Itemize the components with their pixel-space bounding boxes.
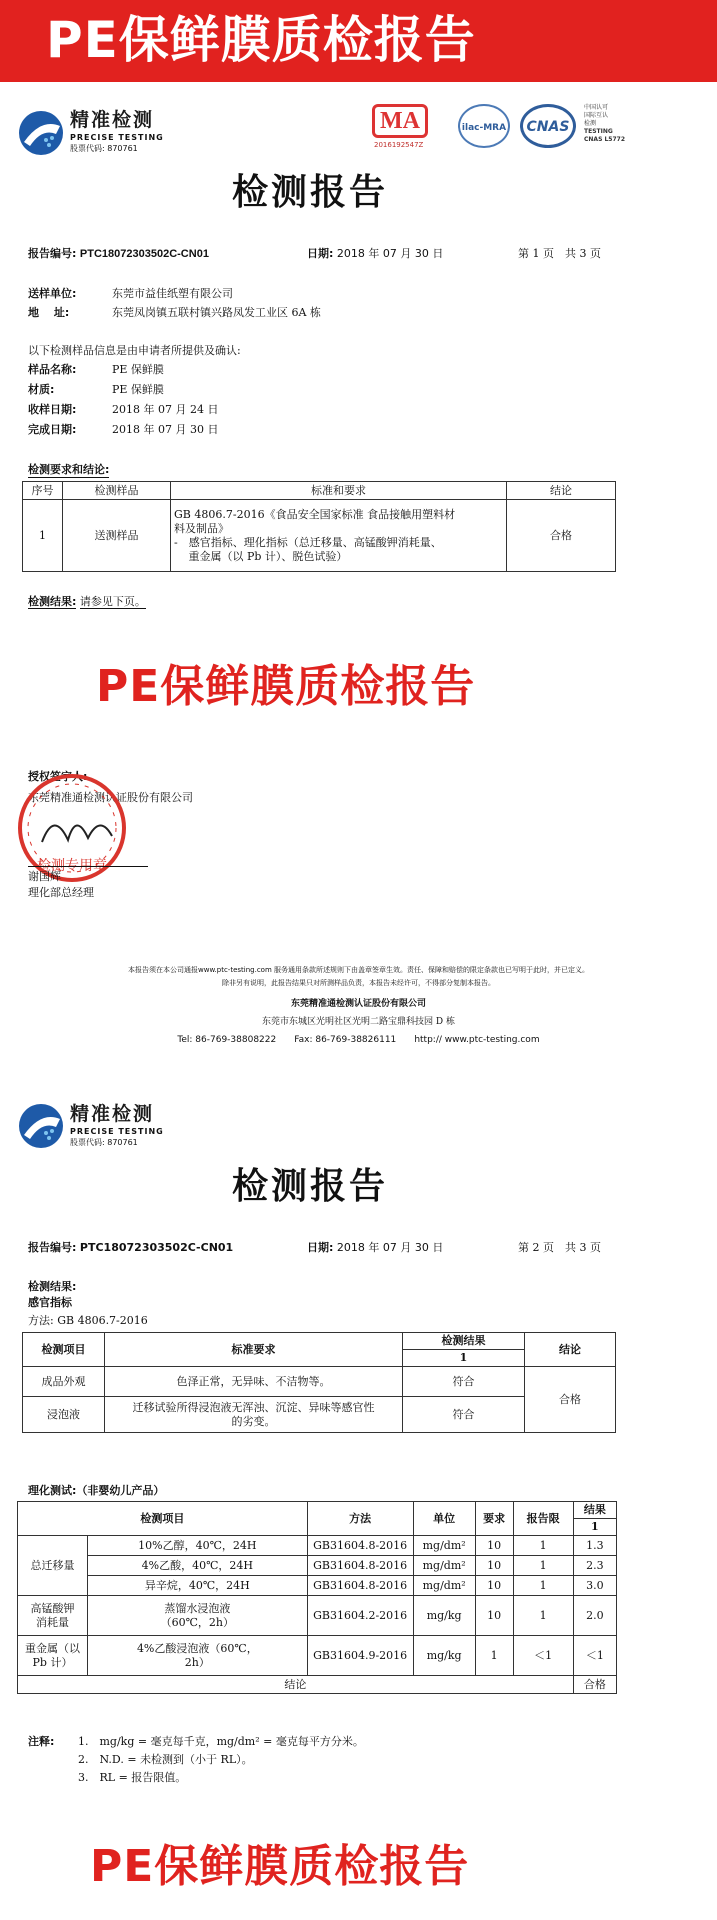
row-sample: 送测样品 bbox=[63, 500, 171, 572]
requirements-table bbox=[22, 481, 616, 572]
req-title: 检测要求和结论: bbox=[28, 463, 110, 476]
th-item: 检测项目 bbox=[18, 1502, 308, 1536]
ptc-logo-icon bbox=[16, 108, 66, 158]
received-label: 收样日期: bbox=[28, 403, 77, 416]
chem-table: 检测项目 方法 单位 要求 报告限 结果 1 总迁移量 10%乙醇，40℃，24H GB31604.8-2016 mg/dm² 10 1 1.3 4%乙酸，40℃，24H GB31604.8-2016 mg/dm² 10 1 2.3 异辛烷，40℃，24H GB31604.8-2016 mg/dm² 10 1 3.0 高锰酸钾 消耗量 蒸馏水浸泡液 （60℃，2h） GB31604.2-2016 mg/kg 10 1 2.0 重金属（以 Pb 计） 4%乙酸浸泡液（60℃， 2h） GB31604.9-2016 mg/kg 1 ＜1 ＜1 结论 合格 bbox=[17, 1501, 617, 1694]
sample-name-label: 样品名称: bbox=[28, 363, 77, 376]
table-row: 重金属（以 Pb 计） 4%乙酸浸泡液（60℃， 2h） GB31604.9-2016 mg/kg 1 ＜1 ＜1 bbox=[18, 1636, 617, 1676]
method-text: 方法: GB 4806.7-2016 bbox=[28, 1314, 148, 1327]
footer-line1: 本报告须在本公司通报www.ptc-testing.com 服务通用条款所述规则下由盖章签章生效。责任、保障和赔偿的限定条款也已写明于此时，并已定义。 bbox=[128, 966, 589, 974]
signer-name: 谢国辉 bbox=[28, 870, 61, 883]
table-row: 结论 合格 bbox=[18, 1676, 617, 1694]
th-conclusion: 结论 bbox=[525, 1333, 616, 1367]
table-row: 成品外观 色泽正常，无异味、不洁物等。 符合 合格 bbox=[23, 1367, 616, 1397]
svg-text:检测专用章: 检测专用章 bbox=[37, 858, 107, 874]
th-result: 检测结果 bbox=[403, 1333, 525, 1350]
th-req: 标准要求 bbox=[105, 1333, 403, 1367]
note-1: 1. mg/kg = 毫克每千克，mg/dm² = 毫克每平方分米。 bbox=[78, 1735, 364, 1748]
page2-title: 检测报告 bbox=[232, 1166, 389, 1207]
date-row: 日期: 2018 年 07 月 30 日 bbox=[307, 1241, 444, 1254]
intro-text: 以下检测样品信息是由申请者所提供及确认: bbox=[28, 344, 241, 357]
logo-en: PRECISE TESTING bbox=[70, 133, 164, 142]
table-row: 高锰酸钾 消耗量 蒸馏水浸泡液 （60℃，2h） GB31604.2-2016 mg/kg 10 1 2.0 bbox=[18, 1596, 617, 1636]
signature-line bbox=[28, 866, 148, 867]
footer-line2: 除非另有说明，此报告结果只对所测样品负责，本报告未经许可，不得部分复制本报告。 bbox=[222, 979, 495, 987]
cma-code: 201619254​7Z bbox=[374, 141, 424, 149]
material-label: 材质: bbox=[28, 383, 55, 396]
sender-value: 东莞市益佳纸塑有限公司 bbox=[112, 287, 233, 300]
page1-title: 检测报告 bbox=[232, 172, 389, 213]
cnas-text: 中国认可 国际互认 检测 TESTING CNAS L5772 bbox=[584, 104, 626, 143]
th-limit: 报告限 bbox=[513, 1502, 573, 1536]
logo-code: 股票代码: 870761 bbox=[70, 144, 138, 153]
footer-address: 东莞市东城区光明社区光明二路宝鼎科技园 D 栋 bbox=[262, 1017, 455, 1027]
completed-value: 2018 年 07 月 30 日 bbox=[112, 423, 219, 436]
page-info: 第 1 页 共 3 页 bbox=[518, 247, 601, 260]
watermark-text-2: PE保鲜膜质检报告 bbox=[90, 1841, 470, 1892]
signer-company: 东莞精准通检测认证股份有限公司 bbox=[28, 791, 193, 804]
address-value: 东莞凤岗镇五联村镇兴路凤发工业区 6A 栋 bbox=[112, 306, 321, 319]
footer-contact: Tel: 86-769-38808222 Fax: 86-769-38826111 http:// www.ptc-testing.com bbox=[177, 1035, 540, 1045]
date-row: 日期: 2018 年 07 月 30 日 bbox=[307, 247, 444, 260]
row-no: 1 bbox=[23, 500, 63, 572]
th-sample-1: 1 bbox=[403, 1350, 525, 1367]
sensory-title: 感官指标 bbox=[28, 1296, 72, 1309]
th-no: 序号 bbox=[23, 482, 63, 500]
notes-label: 注释: bbox=[28, 1735, 55, 1748]
signer-title: 理化部总经理 bbox=[28, 886, 94, 899]
logo-code: 股票代码: 870761 bbox=[70, 1138, 138, 1147]
signer-label: 授权签字人: bbox=[28, 770, 88, 783]
table-row: 异辛烷，40℃，24H GB31604.8-2016 mg/dm² 10 1 3.0 bbox=[18, 1576, 617, 1596]
table-row: 浸泡液 迁移试验所得浸泡液无浑浊、沉淀、异味等感官性 的劣变。 符合 bbox=[23, 1397, 616, 1433]
th-result: 结果 bbox=[573, 1502, 616, 1519]
table-row bbox=[23, 500, 616, 572]
sample-name-value: PE 保鲜膜 bbox=[112, 363, 164, 376]
footer-company: 东莞精准通检测认证股份有限公司 bbox=[290, 999, 426, 1009]
ptc-logo-icon bbox=[16, 1101, 66, 1151]
th-conclusion: 结论 bbox=[507, 482, 616, 500]
report-no-row: 报告编号: PTC18072303502C-CN01 bbox=[28, 247, 209, 260]
banner-title: PE保鲜膜质检报告 bbox=[46, 11, 476, 69]
th-sample: 检测样品 bbox=[63, 482, 171, 500]
sender-row: 送样单位: bbox=[28, 287, 77, 300]
result-row: 检测结果: 请参见下页。 bbox=[28, 595, 146, 608]
th-method: 方法 bbox=[307, 1502, 413, 1536]
row-standard: GB 4806.7-2016《食品安全国家标准 食品接触用塑料材 料及制品》 - 感官指标、理化指标（总迁移量、高锰酸钾消耗量、 重金属（以 Pb 计）、脱色试验） bbox=[171, 500, 507, 572]
table-row: 4%乙酸，40℃，24H GB31604.8-2016 mg/dm² 10 1 2.3 bbox=[18, 1556, 617, 1576]
completed-label: 完成日期: bbox=[28, 423, 77, 436]
cnas-logo-icon: CNAS bbox=[520, 104, 576, 148]
row-conclusion: 合格 bbox=[507, 500, 616, 572]
result-title: 检测结果: bbox=[28, 1280, 77, 1293]
chem-title: 理化测试:（非婴幼儿产品） bbox=[28, 1484, 165, 1497]
material-value: PE 保鲜膜 bbox=[112, 383, 164, 396]
page-info: 第 2 页 共 3 页 bbox=[518, 1241, 601, 1254]
th-item: 检测项目 bbox=[23, 1333, 105, 1367]
logo-cn: 精准检测 bbox=[70, 109, 155, 131]
ilac-logo-icon: ilac-MRA bbox=[458, 104, 510, 148]
th-standard: 标准和要求 bbox=[171, 482, 507, 500]
logo-en: PRECISE TESTING bbox=[70, 1127, 164, 1136]
note-3: 3. RL = 报告限值。 bbox=[78, 1771, 187, 1784]
report-no-row: 报告编号: PTC18072303502C-CN01 bbox=[28, 1241, 234, 1254]
address-row: 地 址: bbox=[28, 306, 70, 319]
note-2: 2. N.D. = 未检测到（小于 RL）。 bbox=[78, 1753, 253, 1766]
logo-cn: 精准检测 bbox=[70, 1103, 155, 1125]
th-unit: 单位 bbox=[413, 1502, 475, 1536]
table-row: 总迁移量 10%乙醇，40℃，24H GB31604.8-2016 mg/dm² 10 1 1.3 bbox=[18, 1536, 617, 1556]
watermark-text-1: PE保鲜膜质检报告 bbox=[96, 661, 476, 712]
th-req: 要求 bbox=[475, 1502, 513, 1536]
cma-logo-icon: MA bbox=[372, 104, 428, 138]
received-value: 2018 年 07 月 24 日 bbox=[112, 403, 219, 416]
sensory-conclusion: 合格 bbox=[525, 1367, 616, 1433]
sensory-table bbox=[22, 1332, 616, 1433]
